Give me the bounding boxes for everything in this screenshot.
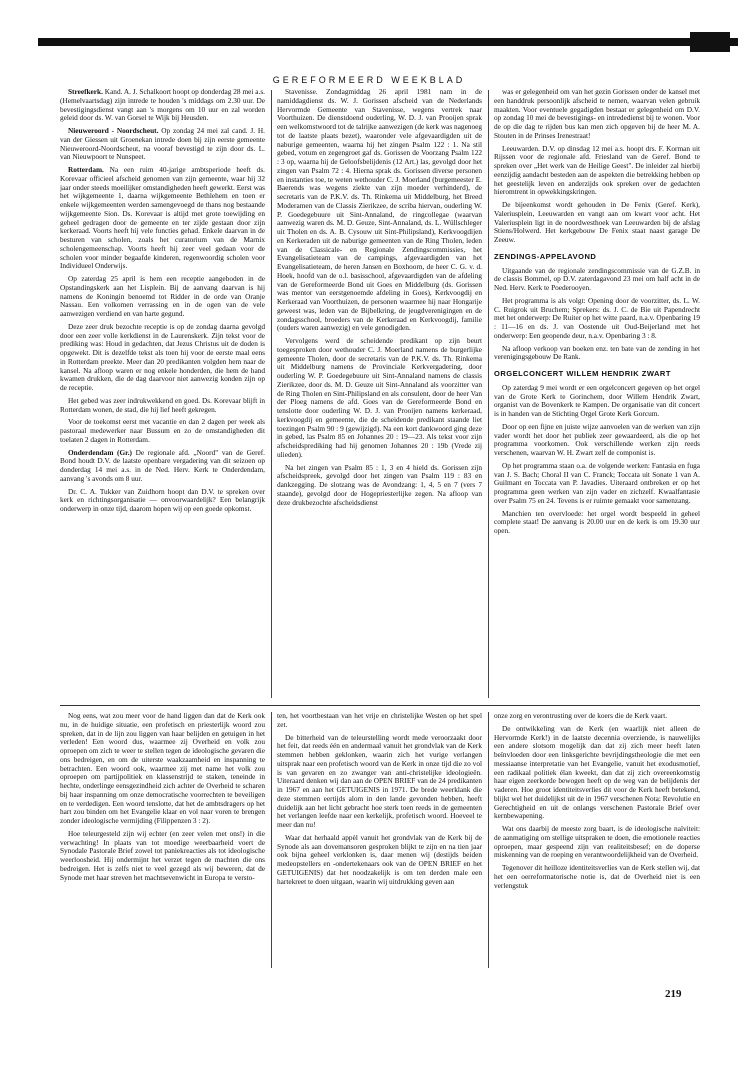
column-events [494, 88, 700, 700]
column-divider [271, 90, 272, 698]
paragraph [60, 397, 265, 415]
paragraph-text: Voor de toekomst eerst met vacantie en dan 2 dagen per week als pastoraal medewerker naar Bussum en zo de omstandigheden dit toelaten 2 dagen in Rotterdam. [60, 417, 265, 444]
page-number: 219 [665, 988, 682, 1000]
paragraph: Hoe teleurgesteld zijn wij echter (en zeer velen met ons!) in die verwachting! In plaats van tot moedige weerbaarheid voert de Synodale Pastorale Brief zowel tot paniekreacties als tot ideologische weerloosheid. Hij ondermijnt het verzet tegen de machten die ons bedreigen. Het is zelfs niet te veel gezegd als wij beweren, dat de Synode met haar streven het machtsevenwicht in Europa te versto- [60, 828, 265, 882]
paragraph: Wat ons daarbij de meeste zorg baart, is de ideologische naïviteit: de aanmatiging om stellige uitspraken te doen, die emotionele reacties oproepen, maar gespeend zijn van realiteitsbesef; en de doperse miskenning van de roeping en verantwoordelijkheid van de Overheid. [494, 824, 700, 860]
paragraph [60, 323, 265, 393]
paragraph: De bitterheid van de teleurstelling wordt mede veroorzaakt door het feit, dat reeds één en andermaal vanuit het grondvlak van de Kerk stemmen hebben geklonken, waarin zich het vurige verlangen uitsprak naar een profetisch woord van de Kerk in onze tijd die zo vol is van gevaren en zo zwanger van anti-christelijke ideologieën. Uiteraard denken wij dan aan de OPEN BRIEF van de 24 predikanten in 1967 en aan het GETUIGENIS in 1971. De brede weerklank die deze stemmen eertijds alom in den lande gevonden hebben, heeft duidelijk aan het licht gebracht hoe sterk toen reeds in de gemeenten het verlangen leefde naar een kerkelijk, profetisch woord. Hoeveel te meer dan nu! [277, 732, 482, 829]
paragraph: Waar dat herhaald appèl vanuit het grondvlak van de Kerk bij de Synode als aan dovemansoren gesproken blijkt te zijn en na tien jaar ook bijna geheel verklonken is, daar menen wij (destijds beiden medeopstellers en -ondertekenaars ook van de OPEN BRIEF en het GETUIGENIS) dat het noodzakelijk is om ten derden male een hartekreet te doen uitgaan, waarin wij uitdrukking geven aan [277, 832, 482, 886]
section-divider [60, 705, 700, 706]
paragraph [60, 127, 265, 162]
paragraph-text: Na een ruim 40-jarige ambtsperiode heeft ds. Korevaar officieel afscheid genomen van zijn gemeente, waar hij 32 jaar onder steeds moeilijker omstandigheden heeft gewerkt. Eerst was het wijkgemeente 1, daarna wijkgemeente Bethlehem en toen er enkele wijkgemeenten werden samengevoegd de thans nog bestaande wijkgemeente Sion. Ds. Korevaar is altijd met grote toewijding en geheel gedragen door de gemeente en ter zijde gestaan door zijn kerkeraad. Voorts heeft hij vele functies gehad. Enkele daarvan in de besturen van scholen, zoals het curatorium van de Marnix scholengemeenschap. Voorts heeft hij zeer veel gedaan voor de scholen voor minder begaafde kinderen, regenwoordig scholen voor Individueel Onderwijs. [60, 165, 265, 271]
paragraph [60, 449, 265, 484]
paragraph [60, 418, 265, 444]
paragraph: De ontwikkeling van de Kerk (en waarlijk niet alleen de Hervormde Kerk!) in de laatste decennia overziende, is nauwelijks een andere slotsom mogelijk dan dat zij zich meer heeft laten beïnvloeden door een linksgerichte bevrijdingstheologie die met een messiaanse interpretatie van het Evangelie, vanuit het exodusmotief, een radikaal politiek élan kweekt, dan dat zij zich overeenkomstig haar eigen zeerkorde bewogen heeft op de weg van de belijdenis der vaderen. Hoe groot identiteitsverlies dit voor de Kerk heeft betekend, blijkt wel het duidelijkst uit de in 1967 verschenen Nota: Revolutie en Gerechtigheid en uit de onlangs verschenen Pastorale Brief over kernbewapening. [494, 723, 700, 821]
paragraph-text: Kand. A. J. Schalkoort hoopt op donderdag 28 mei a.s. (Hemelvaartsdag) zijn intrede te houden 's middags om 2.30 uur. De bevestigingsdienst vangt aan 's morgens om 10 uur en zal worden geleid door ds. W. van Gorsel te Wijk bij Heusden. [60, 88, 265, 123]
column-divider [488, 712, 489, 968]
paragraph [60, 88, 265, 123]
paragraph [60, 166, 265, 271]
paragraph: Nog eens, wat zou meer voor de hand liggen dan dat de Kerk ook nu, in de huidige situatie, een profetisch en priesterlijk woord zou spreken, dat in de lijn zou liggen van haar belijden en getuigen in het verleden! Een woord dus, waarmee zij Overheid en volk zou oproepen om zich te weer te stellen tegen de ideologische gevaren die ons bedreigen, en om de uiterste waakzaamheid en inspanning te betrachten. Een woord ook, waarmee zij met name het volk zou oproepen om partijpolitiek en klassenstrijd te staken, teneinde in hechte, onderlinge eensgezindheid zich achter de Overheid te scharen bij haar inspanning om onze democratische voorrechten te beveiligen en te verdedigen. Een woord tenslotte, dat het de ambtsdragers op het hart zou binden om het Evangelie klaar en vol naar voren te brengen zonder ideologische vermijding (Filippenzen 3 : 2). [60, 712, 265, 825]
paragraph: Na afloop verkoop van boeken enz. ten bate van de zending in het verenigingsgebouw De Rank. [494, 343, 700, 362]
paragraph: De bijeenkomst wordt gehouden in De Fenix (Geref. Kerk), Valeriusplein, Leeuwarden en vangt aan om kwart voor acht. Het Valeriusplein ligt in de noordwesthoek van Leeuwarden bij de afslag Stiens/Holwerd. Het kerkgebouw De Fenix staat naast garage De Zeeuw. [494, 200, 700, 244]
paragraph: Vervolgens werd de scheidende predikant op zijn beurt toegesproken door wethouder C. J. Moerland namens de burgerlijke gemeente Tholen, door de secretaris van de P.K.V. ds. Th. Rinkema uit Middelburg namens de Provinciale Kerkvergadering, door ouderling W. P. Goedegebuure uit Sint-Annaland namens de classis Zierikzee, door ds. M. D. Geuze uit Sint-Annaland als voorzitter van de Ring Tholen en Sint-Philipsland en als consulent, door de heer Van der Ploeg namens de afd. Goes van de Gereformeerde Bond en tenslotte door ouderling W. D. J. van Prooijen namens kerkeraad, kerkvoogdij en gemeente, die de scheidende predikant staande liet toezingen Psalm 90 : 9 (gewijzigd). Na een kort dankwoord ging deze in gebed, las Psalm 85 en Johannes 20 : 19—23. Als tekst voor zijn afscheidsprediking had hij genomen Johannes 20 : 19b (Vrede zij ulieden). [277, 336, 482, 459]
section-heading: ORGELCONCERT WILLEM HENDRIK ZWART [494, 369, 671, 378]
paragraph-text: Het gebed was zeer indrukwekkend en goed. Ds. Korevaar blijft in Rotterdam wonen, de stad, die hij lief heeft gekregen. [60, 395, 265, 414]
paragraph: Leeuwarden. D.V. op dinsdag 12 mei a.s. hoopt drs. F. Korman uit Rijssen voor de regionale afd. Friesland van de Geref. Bond te spreken over „Het werk van de Heilige Geest". De inleider zal hierbij eenzijdig aandacht besteden aan de aspekten die betrekking hebben op het geestelijk leven en anderzijds ook spreken over de gedachten hieromtrent in opwekkingskringen. [494, 143, 700, 197]
place-name: Nieuweroord - Noordscheut. [68, 126, 159, 135]
column-lower-right [494, 712, 700, 972]
place-name: Streefkerk. [68, 88, 103, 96]
paragraph: Na het zingen van Psalm 85 : 1, 3 en 4 hield ds. Gorissen zijn afscheidspreek, gevolgd door het zingen van Psalm 119 : 83 en dankzegging. De slotzang was de Avondzang: 1, 4, 5 en 7 (vers 7 staande), gevolgd door de Hogepriesterlijke zegen. Na afloop van deze drukbezochte afscheidsdienst [277, 462, 482, 507]
column-stavenisse [277, 88, 482, 700]
column-lower-middle [277, 712, 482, 972]
column-divider [488, 90, 489, 698]
column-announcements [60, 88, 265, 700]
paragraph: ten, het voortbestaan van het vrije en christelijke Westen op het spel zet. [277, 712, 482, 729]
paragraph-text: Deze zeer druk bezochte receptie is op de zondag daarna gevolgd door een zeer volle kerkdienst in de Laurenskerk. Zijn tekst voor de prediking was: Houd in gedachten, dat Jezus Christus uit de doden is opgewekt. Dit is dezelfde tekst als toen hij voor de eerste maal eens in Rotterdam preekte. Meer dan 20 predikanten volgden hem naar de kansel. Na afloop waren er nog enkele honderden, die hem de hand kwamen drukken, die de dag daarvoor niet aanwezig konden zijn op de receptie. [60, 321, 265, 392]
paragraph: Op het programma staan o.a. de volgende werken: Fantasia en fuga van J. S. Bach; Choral II van C. Franck; Toccata uit Sonate 1 van A. Guilmant en Toccata van P. Javadies. Uiteraard ontbreken er op het programma geen werken van zijn vader en zichzelf. Kwaalfantasie over Psalm 75 en 24. Tevens is er ruimte gemaakt voor samenzang. [494, 460, 700, 505]
paragraph: was er gelegenheid om van het gezin Gorissen onder de kansel met een handdruk persoonlijk afscheid te nemen, waarvan velen gebruik maakten. Voor eventuele gegadigden bestaat er gelegenheid om D.V. op zondag 10 mei de bevestigings- en intrededienst bij te wonen. Voor de op die dag te rijden bus kan men zich opgeven bij de heer M. A. Stouten in de Prinses Irenestraat! [494, 88, 700, 140]
paragraph: Manchien ten overvloede: het orgel wordt bespeeld in geheel complete staat! De aanvang is 20.00 uur en de kerk is om 19.30 uur open. [494, 508, 700, 535]
top-black-border [38, 38, 738, 46]
paragraph: Het programma is als volgt: Opening door de voorzitter, ds. L. W. C. Ruigrok uit Bruchem; Sprekers: ds. J. C. de Bie uit Papendrecht met het onderwerp: De Ruiter op het witte paard, n.a.v. Openbaring 19 : 11—16 en ds. J. van Oostende uit Oud-Beijerland met het onderwerp: Een geopende deur, n.a.v. Openbaring 3 : 8. [494, 295, 700, 340]
place-name: Onderdendam (Gr.) [68, 447, 132, 457]
paragraph: onze zorg en verontrusting over de koers die de Kerk vaart. [494, 712, 668, 720]
paragraph: Tegenover dit heilloze identiteitsverlies van de Kerk stellen wij, dat het een oerreformatorische notie is, dat de Overheid niet is een verlengstuk [494, 863, 700, 890]
column-divider [271, 712, 272, 968]
paragraph-text: Op zondag 24 mei zal cand. J. H. van der Giessen uit Groenekan intrede doen bij zijn eerste gemeente Nieuweroord-Noordscheut, na vooraf bevestigd te zijn door ds. L. van Nieuwpoort te Nunspeet. [60, 126, 265, 162]
place-name: Rotterdam. [68, 165, 104, 174]
running-header: GEREFORMEERD WEEKBLAD [272, 75, 466, 85]
paragraph-text: Op zaterdag 25 april is hem een receptie aangeboden in de Opstandingskerk aan het Lisplein. Bij de aanvang daarvan is hij namens de Koningin benoemd tot Ridder in de orde van Oranje Nassau. Een volkomen verrassing en in de ogen van de vele aanwezigen verdiend en van harte gegund. [60, 274, 265, 318]
paragraph-text: De regionale afd. „Noord" van de Geref. Bond houdt D.V. de laatste openbare vergadering van dit seizoen op donderdag 14 mei a.s. in de Ned. Herv. Kerk te Onderdendam, aanvang 's avonds om 8 uur. [60, 447, 265, 483]
column-lower-left [60, 712, 265, 972]
paragraph: Uitgaande van de regionale zendingscommissie van de G.Z.B. in de classis Bommel, op D.V. zaterdagavond 23 mei om half acht in de Ned. Herv. Kerk te Poederooyen. [494, 265, 700, 292]
paragraph-text: Dr. C. A. Tukker van Zuidhorn hoopt dan D.V. te spreken over kerk en richtingsorganisatie — onvoorwaardelijk? Een belangrijk onderwerp in onze tijd, daarom hopen wij op een goede opkomst. [60, 486, 265, 513]
paragraph: Op zaterdag 9 mei wordt er een orgelconcert gegeven op het orgel van de Grote Kerk te Gorinchem, door Willem Hendrik Zwart, organist van de Bovenkerk te Kampen. De organisatie van dit concert is in handen van de Stichting Orgel Grote Kerk Gorcum. [494, 382, 700, 418]
paragraph: Stavenisse. Zondagmiddag 26 april 1981 nam in de namiddagdienst ds. W. J. Gorissen afscheid van de Nederlands Hervormde Gemeente van Stavenisse, wegens vertrek naar Voorthuizen. De dienstdoend ouderling, W. D. J. van Prooijen sprak een welkomstwoord tot de talrijke aanwezigen (de kerk was nagenoeg tot de laatste plaats bezet), waaronder vele afgevaardigden uit de naburige gemeenten, waarna hij het zingen Psalm 122 : 1. Na stil gebed, votum en zegengroet gaf ds. Gorissen de Voorzang Psalm 122 : 3 op, waarna hij de Geloofsbelijdenis (12 Art.) las, gevolgd door het zingen van Psalm 72 : 4. Hierna sprak ds. Gorissen diverse personen en instanties toe, te weten wethouder C. J. Moerland (burgemeester E. Baerends was wegens ziekte van zijn moeder verhinderd), de secretaris van de P.K.V. ds. Th. Rinkema uit Middelburg, het Breed Moderamen van de Classis Zierikzee, de scriba hiervan, ouderling W. P. Goedegebuure uit Sint-Annaland, de ringcollegae (waarvan aanwezig waren ds. M. D. Geuze, Sint-Annaland, ds. L. Wüllschleger uit Tholen en ds. A. B. Cysouw uit Sint-Philipsland), Kerkvoogdijen en Kerkeraden uit de naburige gemeenten van de Ring Tholen, leden van de Classicale- en Regionale Zendingscommissies, het Evangelisatieteam van de campings, afgevaardigden van het Evangelisatieteam, de heren Jansen en Boxhoorn, de heer C. G. v. d. Hoek, hoofd van de o.l. basisschool, afgevaardigden van de afdeling van de Gereformeerde Bond uit Goes en Middelburg (ds. Gorissen was mentor van eerstgenoemde afdeling in Goes), Kerkvoogdij en Kerkeraad van Voorthuizen, de personen waarmee hij naar Hongarije geweest was, leden van de Bijbelkring, de jeugdverenigingen en de zondagsschool, broeders van de Kerkeraad en Kerkvoogdij, familie (ouders waren aanwezig) en vele genodigden. [277, 88, 482, 333]
paragraph [60, 488, 265, 514]
paragraph [60, 275, 265, 319]
section-heading: ZENDINGS-APPELAVOND [494, 251, 597, 261]
corner-tab [690, 32, 730, 52]
paragraph: Door op een fijne en juiste wijze aanvoelen van de werken van zijn vader wordt het door het publiek zeer gewaardeerd, als die op het programma voorkomen. Ook verschillende werken zijn reeds verschenen, waarvan W. H. Zwart zelf de componist is. [494, 421, 700, 457]
